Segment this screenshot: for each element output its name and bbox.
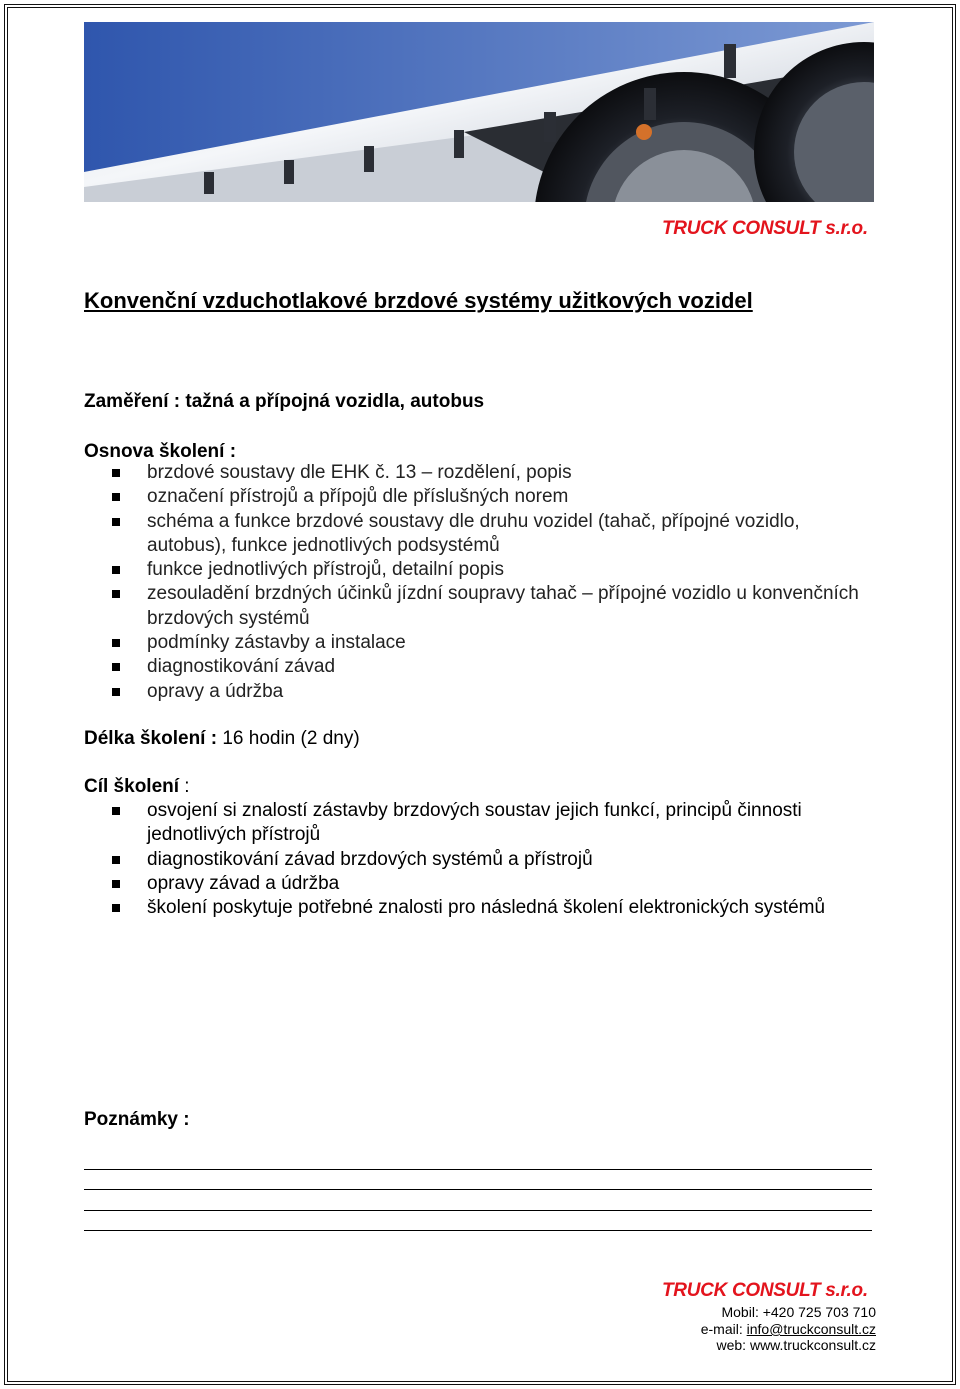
list-item: opravy závad a údržba (84, 872, 884, 896)
contact-mobile: Mobil: +420 725 703 710 (721, 1304, 876, 1320)
bullet-square-icon (112, 688, 120, 696)
list-item: školení poskytuje potřebné znalosti pro následná školení elektronických systémů (84, 896, 884, 920)
goal-colon: : (179, 776, 190, 797)
duration-label: Délka školení : (84, 728, 218, 749)
outline-list (84, 461, 884, 704)
bullet-square-icon (112, 904, 120, 912)
bullet-square-icon (112, 493, 120, 501)
list-item: funkce jednotlivých přístrojů, detailní popis (84, 558, 884, 582)
notes-heading: Poznámky : (84, 1109, 190, 1130)
duration-line (84, 728, 360, 750)
list-item: brzdové soustavy dle EHK č. 13 – rozdělení, popis (84, 461, 884, 485)
goal-list (84, 799, 884, 920)
goal-heading (84, 776, 190, 798)
bullet-square-icon (112, 590, 120, 598)
contact-email-line (701, 1321, 876, 1337)
list-item: diagnostikování závad (84, 655, 884, 679)
notes-line (84, 1189, 872, 1190)
bullet-square-icon (112, 639, 120, 647)
bullet-square-icon (112, 880, 120, 888)
bullet-square-icon (112, 856, 120, 864)
bullet-square-icon (112, 566, 120, 574)
list-item: diagnostikování závad brzdových systémů a přístrojů (84, 848, 884, 872)
duration-value: 16 hodin (2 dny) (217, 728, 360, 749)
document-title: Konvenční vzduchotlakové brzdové systémy užitkových vozidel (84, 288, 753, 313)
list-item: podmínky zástavby a instalace (84, 631, 884, 655)
bullet-square-icon (112, 663, 120, 671)
focus-label: Zaměření : tažná a přípojná vozidla, autobus (84, 391, 485, 412)
brand-logo-top: TRUCK CONSULT s.r.o. (662, 218, 868, 239)
contact-email-label: e-mail: (700, 1321, 747, 1337)
bullet-square-icon (112, 469, 120, 477)
goal-label: Cíl školení (84, 776, 180, 797)
list-item: schéma a funkce brzdové soustavy dle druhu vozidel (tahač, přípojné vozidlo, autobus), funkce jednotlivých podsystémů (84, 510, 884, 559)
outline-heading: Osnova školení : (84, 441, 237, 462)
list-item: označení přístrojů a přípojů dle příslušných norem (84, 485, 884, 509)
bullet-square-icon (112, 807, 120, 815)
contact-email-link[interactable]: info@truckconsult.cz (746, 1321, 876, 1337)
list-item: opravy a údržba (84, 680, 884, 704)
list-item: zesouladění brzdných účinků jízdní soupravy tahač – přípojné vozidlo u konvenčních brzdových systémů (84, 582, 884, 631)
bullet-square-icon (112, 518, 120, 526)
contact-web: web: www.truckconsult.cz (716, 1337, 876, 1353)
brand-logo-bottom: TRUCK CONSULT s.r.o. (662, 1280, 868, 1301)
notes-line (84, 1169, 872, 1170)
list-item: osvojení si znalostí zástavby brzdových soustav jejich funkcí, principů činnosti jednotlivých přístrojů (84, 799, 884, 848)
notes-line (84, 1210, 872, 1211)
header-photo-truck-tarpaulin (84, 22, 874, 202)
notes-line (84, 1230, 872, 1231)
